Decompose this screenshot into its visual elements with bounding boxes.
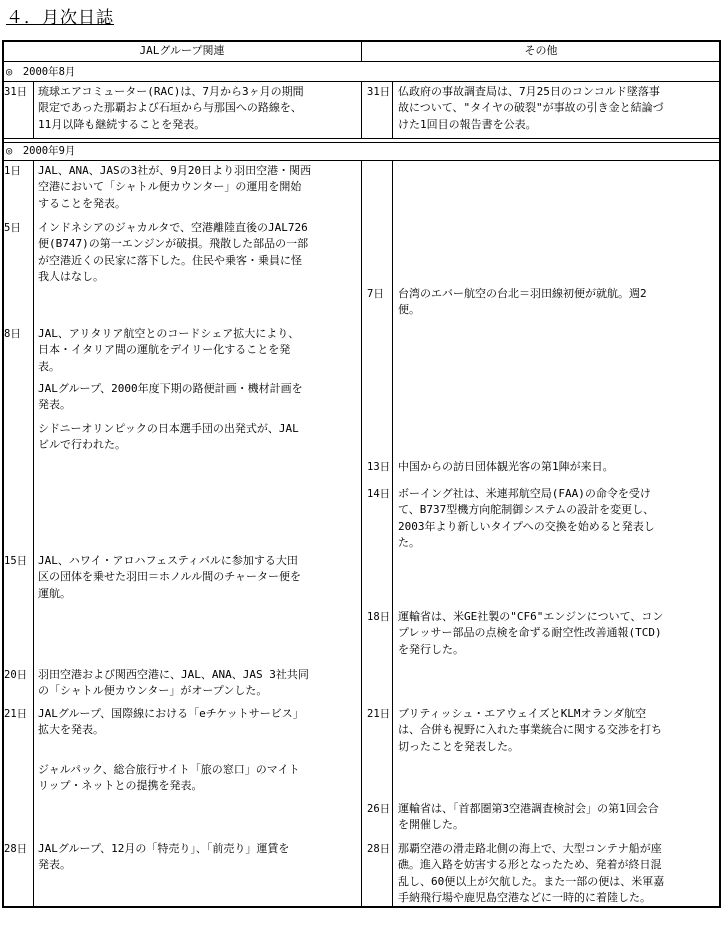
entry-day: 21日	[4, 708, 28, 720]
entry-day: 7日	[367, 288, 384, 300]
month-label-aug: ◎ 2000年8月	[6, 66, 76, 78]
entry-text: 琉球エアコミューター(RAC)は、7月から3ヶ月の期間 限定であった那覇および石垣から与那国への路線を、 11月以降も継続することを発表。	[38, 85, 304, 131]
entry-text: JAL、アリタリア航空とのコードシェア拡大により、 日本・イタリア間の運航をデイリー化することを発 表。	[38, 327, 300, 373]
month-label-sep: ◎ 2000年9月	[6, 145, 76, 157]
entry-day: 31日	[4, 86, 28, 98]
entry-day: 18日	[367, 611, 391, 623]
entry-text: 運輸省は、「首都圏第3空港調査検討会」の第1回会合 を開催した。	[398, 802, 659, 832]
entry-day: 1日	[4, 165, 21, 177]
entry-text: 台湾のエバー航空の台北＝羽田線初便が就航。週2 便。	[398, 287, 647, 317]
entry-text: 運輸省は、米GE社製の"CF6"エンジンについて、コン プレッサー部品の点検を命ずる耐空性改善通報(TCD) を発行した。	[398, 610, 664, 656]
entry-text: 羽田空港および関西空港に、JAL、ANA、JAS 3社共同 の「シャトル便カウンター」がオープンした。	[38, 668, 309, 698]
entry-day: 8日	[4, 328, 21, 340]
entry-day: 20日	[4, 669, 28, 681]
entry-day: 26日	[367, 803, 391, 815]
entry-text: ボーイング社は、米連邦航空局(FAA)の命令を受け て、B737型機方向舵制御システムの設計を変更し、 2003年より新しいタイプへの交換を始めると発表し た。	[398, 487, 655, 550]
entry-day: 21日	[367, 708, 391, 720]
entry-text: JALグループ、2000年度下期の路便計画・機材計画を 発表。	[38, 382, 303, 412]
entry-day: 13日	[367, 461, 391, 473]
entry-day: 28日	[367, 843, 391, 855]
entry-day: 14日	[367, 488, 391, 500]
entry-text: 仏政府の事故調査局は、7月25日のコンコルド墜落事 故について、"タイヤの破裂"が事故の引き金と結論づ けた1回目の報告書を公表。	[398, 85, 664, 131]
entry-day: 28日	[4, 843, 28, 855]
entry-text: ブリティッシュ・エアウェイズとKLMオランダ航空 は、合併も視野に入れた事業統合に関する交渉を打ち 切ったことを発表した。	[398, 707, 662, 753]
entry-text: 那覇空港の滑走路北側の海上で、大型コンテナ船が座 礁。進入路を妨害する形となったため、発着が終日混 乱し、60便以上が欠航した。また一部の便は、米軍嘉 手納飛行場や鹿児島空港などに一時的に着陸した。	[398, 842, 665, 905]
page-title: ４．月次日誌	[6, 8, 114, 28]
entry-day: 5日	[4, 222, 21, 234]
entry-text: JALグループ、国際線における「eチケットサービス」 拡大を発表。	[38, 707, 304, 737]
header-jal-group: JALグループ関連	[139, 44, 225, 57]
entry-text: シドニーオリンピックの日本選手団の出発式が、JAL ビルで行われた。	[38, 422, 299, 452]
entry-day: 31日	[367, 86, 391, 98]
entry-text: JAL、ANA、JASの3社が、9月20日より羽田空港・関西 空港において「シャトル便カウンター」の運用を開始 することを発表。	[38, 164, 312, 210]
entry-text: JAL、ハワイ・アロハフェスティバルに参加する大田 区の団体を乗せた羽田＝ホノルル間のチャーター便を 運航。	[38, 554, 301, 600]
entry-text: JALグループ、12月の「特売り」、「前売り」運賃を 発表。	[38, 842, 290, 872]
entry-text: ジャルパック、総合旅行サイト「旅の窓口」のマイト リップ・ネットとの提携を発表。	[38, 763, 300, 793]
entry-text: インドネシアのジャカルタで、空港離陸直後のJAL726 便(B747)の第一エンジンが破損。飛散した部品の一部 が空港近くの民家に落下した。住民や乗客・乗員に怪 我人はなし。	[38, 221, 309, 284]
entry-text: 中国からの訪日団体観光客の第1陣が来日。	[398, 460, 614, 473]
entry-day: 15日	[4, 555, 28, 567]
header-other: その他	[524, 44, 558, 57]
